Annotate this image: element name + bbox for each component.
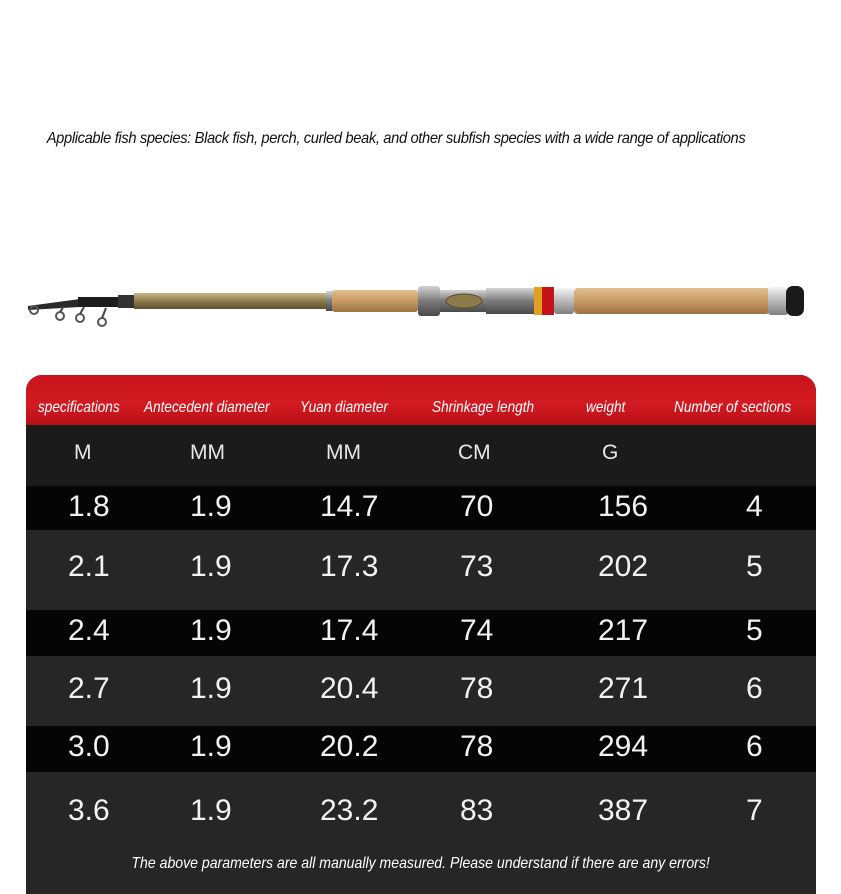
cell-yuan: 17.4 bbox=[320, 614, 379, 647]
cell-weight: 202 bbox=[598, 550, 649, 583]
cell-spec: 2.1 bbox=[68, 550, 110, 583]
unit-cell: CM bbox=[458, 441, 491, 464]
header-yuan-diameter: Yuan diameter bbox=[300, 399, 388, 416]
cell-weight: 294 bbox=[598, 730, 649, 763]
table-row bbox=[26, 656, 816, 726]
header-number-of-sections: Number of sections bbox=[674, 399, 792, 416]
cell-yuan: 23.2 bbox=[320, 794, 379, 827]
cell-shrinkage: 73 bbox=[460, 550, 494, 583]
cell-antecedent: 1.9 bbox=[190, 490, 232, 523]
cell-weight: 387 bbox=[598, 794, 649, 827]
cell-spec: 3.6 bbox=[68, 794, 110, 827]
cell-weight: 156 bbox=[598, 490, 649, 523]
cell-sections: 5 bbox=[746, 550, 763, 583]
table-header bbox=[26, 375, 816, 425]
cell-yuan: 14.7 bbox=[320, 490, 379, 523]
cell-shrinkage: 70 bbox=[460, 490, 494, 523]
unit-cell: MM bbox=[326, 441, 361, 464]
cell-sections: 5 bbox=[746, 614, 763, 647]
unit-cell: M bbox=[74, 441, 92, 464]
cell-yuan: 20.4 bbox=[320, 672, 379, 705]
cell-shrinkage: 74 bbox=[460, 614, 494, 647]
unit-cell: MM bbox=[190, 441, 225, 464]
cell-shrinkage: 78 bbox=[460, 730, 494, 763]
header-specifications: specifications bbox=[38, 399, 120, 416]
cell-yuan: 20.2 bbox=[320, 730, 379, 763]
cell-shrinkage: 78 bbox=[460, 672, 494, 705]
cell-antecedent: 1.9 bbox=[190, 550, 232, 583]
table-row bbox=[26, 530, 816, 610]
header-weight: weight bbox=[586, 399, 626, 416]
cell-shrinkage: 83 bbox=[460, 794, 494, 827]
unit-cell: G bbox=[602, 441, 619, 464]
cell-sections: 6 bbox=[746, 730, 763, 763]
header-shrinkage-length: Shrinkage length bbox=[432, 399, 535, 416]
cell-yuan: 17.3 bbox=[320, 550, 379, 583]
cell-weight: 217 bbox=[598, 614, 649, 647]
footnote-text: The above parameters are all manually measured. Please understand if there are any errors! bbox=[131, 855, 711, 872]
cell-sections: 7 bbox=[746, 794, 763, 827]
table-row bbox=[26, 726, 816, 772]
tagline: Applicable fish species: Black fish, perch, curled beak, and other subfish species with a wide range of applications bbox=[46, 130, 746, 147]
spec-table bbox=[26, 375, 816, 894]
cell-antecedent: 1.9 bbox=[190, 672, 232, 705]
table-row bbox=[26, 772, 816, 894]
footnote bbox=[26, 855, 816, 873]
header-antecedent-diameter: Antecedent diameter bbox=[144, 399, 270, 416]
cell-sections: 4 bbox=[746, 490, 763, 523]
cell-sections: 6 bbox=[746, 672, 763, 705]
cell-spec: 2.4 bbox=[68, 614, 110, 647]
fishing-rod-image bbox=[20, 270, 820, 340]
cell-spec: 2.7 bbox=[68, 672, 110, 705]
cell-antecedent: 1.9 bbox=[190, 614, 232, 647]
cell-antecedent: 1.9 bbox=[190, 794, 232, 827]
cell-spec: 3.0 bbox=[68, 730, 110, 763]
table-row bbox=[26, 610, 816, 656]
cell-weight: 271 bbox=[598, 672, 649, 705]
cell-spec: 1.8 bbox=[68, 490, 110, 523]
table-row bbox=[26, 486, 816, 530]
cell-antecedent: 1.9 bbox=[190, 730, 232, 763]
